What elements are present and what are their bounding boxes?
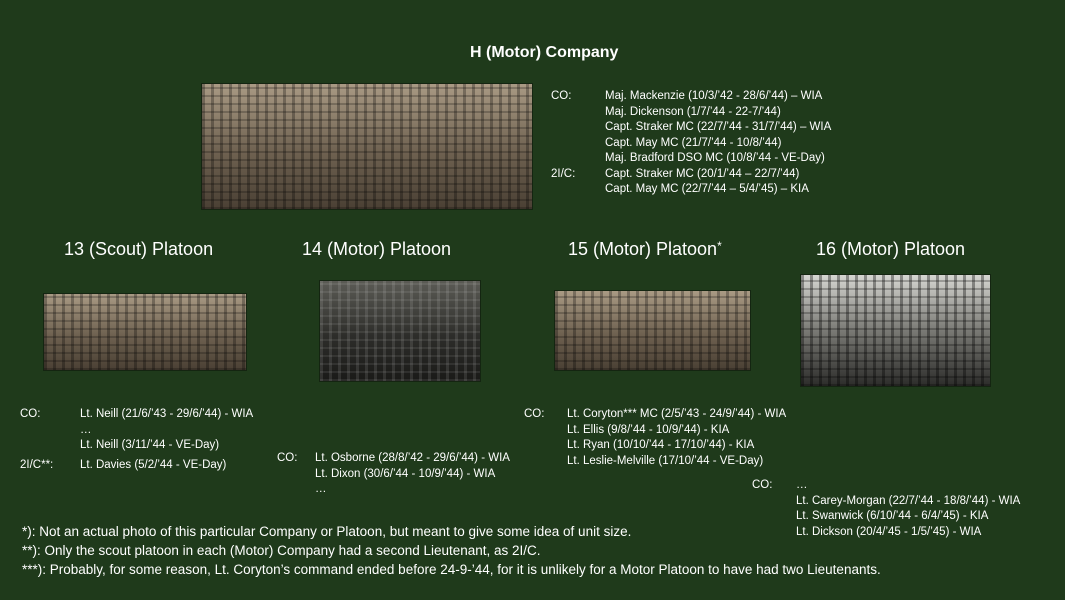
platoon-13-co-1: Lt. Neill (21/6/’43 - 29/6/’44) - WIA — [80, 408, 254, 420]
company-ic-2: Capt. May MC (22/7/’44 – 5/4/’45) – KIA — [605, 183, 809, 195]
company-co-2: Maj. Dickenson (1/7/’44 - 22-7/’44) — [605, 105, 781, 118]
company-co-4: Capt. May MC (21/7/’44 - 10/8/’44) — [605, 136, 782, 149]
platoon-16-co-label: CO: — [752, 479, 773, 491]
company-co-label: CO: — [551, 90, 572, 102]
platoon-15-title-text: 15 (Motor) Platoon — [568, 239, 718, 259]
page-title: H (Motor) Company — [470, 44, 619, 61]
company-photo — [202, 84, 532, 209]
platoon-14-co-block — [277, 451, 510, 498]
platoon-13-co-block — [20, 407, 253, 473]
platoon-16-photo — [801, 275, 990, 386]
platoon-16-co-2: Lt. Carey-Morgan (22/7/’44 - 18/8/’44) - WIA — [796, 494, 1021, 507]
platoon-14-co-1: Lt. Osborne (28/8/’42 - 29/6/’44) - WIA — [315, 452, 510, 464]
platoon-15-photo — [555, 291, 750, 370]
platoon-13-ic-label: 2I/C**: — [20, 458, 54, 471]
platoon-14-photo — [320, 281, 480, 381]
platoon-15-title-mark: * — [717, 239, 722, 253]
platoon-14-co-label: CO: — [277, 452, 298, 464]
company-co-1: Maj. Mackenzie (10/3/’42 - 28/6/’44) – WIA — [605, 90, 823, 102]
platoon-13-co-label: CO: — [20, 408, 41, 420]
company-co-block — [551, 89, 831, 198]
platoon-13-title: 13 (Scout) Platoon — [64, 239, 214, 259]
company-ic-1: Capt. Straker MC (20/1/’44 – 22/7/’44) — [605, 167, 800, 180]
platoon-16-title: 16 (Motor) Platoon — [816, 239, 966, 259]
platoon-15-co-3: Lt. Ryan (10/10/’44 - 17/10/’44) - KIA — [567, 439, 755, 451]
company-ic-label: 2I/C: — [551, 167, 576, 180]
platoon-15-co-block — [524, 407, 786, 469]
platoon-16-co-3: Lt. Swanwick (6/10/’44 - 6/4/’45) - KIA — [796, 510, 989, 522]
platoon-13-co-3: Lt. Neill (3/11/’44 - VE-Day) — [80, 439, 220, 451]
platoon-15-title — [568, 239, 722, 260]
platoon-16-co-1: … — [796, 479, 808, 491]
platoon-13-co-2: … — [80, 423, 92, 436]
platoon-15-co-label: CO: — [524, 408, 545, 420]
platoon-13-photo — [44, 294, 246, 370]
platoon-15-co-2: Lt. Ellis (9/8/’44 - 10/9/’44) - KIA — [567, 423, 730, 436]
company-co-5: Maj. Bradford DSO MC (10/8/’44 - VE-Day) — [605, 152, 825, 164]
footnote-2: **): Only the scout platoon in each (Motor) Company had a second Lieutenant, as 2I/C. — [22, 543, 541, 558]
platoon-15-co-4: Lt. Leslie-Melville (17/10/’44 - VE-Day) — [567, 454, 764, 467]
platoon-14-title: 14 (Motor) Platoon — [302, 239, 452, 259]
platoon-16-co-4: Lt. Dickson (20/4/’45 - 1/5/’45) - WIA — [796, 525, 982, 538]
platoon-14-co-3: … — [315, 483, 327, 495]
platoon-15-co-1: Lt. Coryton*** MC (2/5/’43 - 24/9/’44) - WIA — [567, 408, 787, 420]
footnote-1: *): Not an actual photo of this particular Company or Platoon, but meant to give some idea of unit size. — [22, 524, 632, 539]
company-co-3: Capt. Straker MC (22/7/’44 - 31/7/’44) – WIA — [605, 121, 832, 133]
platoon-14-co-2: Lt. Dixon (30/6/’44 - 10/9/’44) - WIA — [315, 467, 496, 480]
footnote-3: ***): Probably, for some reason, Lt. Coryton’s command ended before 24-9-’44, for it is unlikely for a Motor Platoon to have had two Lieutenants. — [22, 562, 881, 577]
footnotes — [22, 522, 881, 579]
platoon-13-ic-1: Lt. Davies (5/2/’44 - VE-Day) — [80, 458, 227, 471]
